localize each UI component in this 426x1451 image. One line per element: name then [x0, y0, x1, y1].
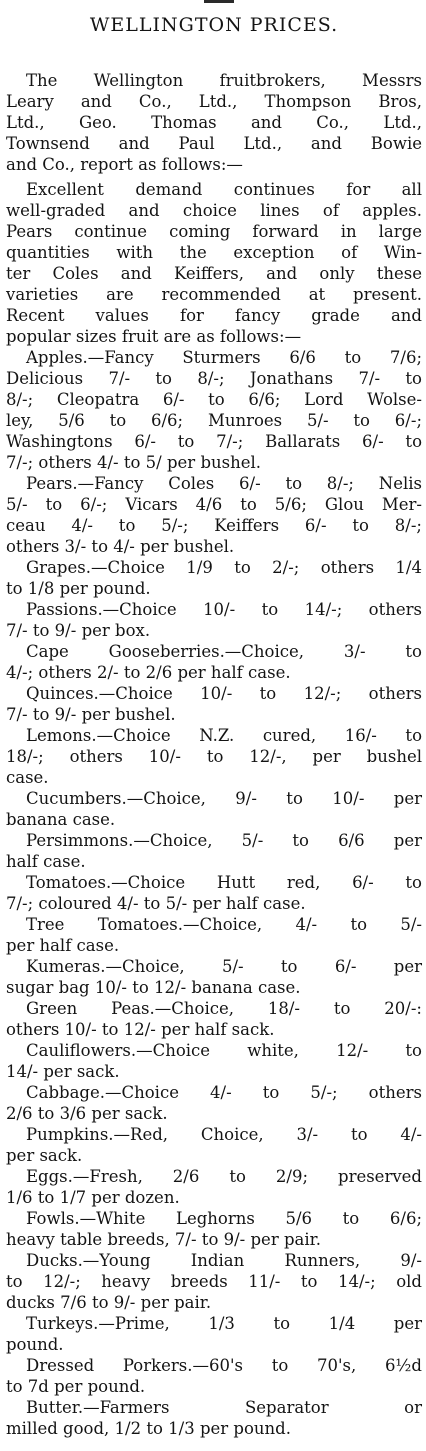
- paragraph: [6, 599, 422, 641]
- text-line: 14/- per sack.: [6, 1062, 120, 1081]
- article-body: [6, 70, 422, 1439]
- text-line: Grapes.—Choice 1/9 to 2/-; others 1/4: [26, 558, 422, 577]
- text-line: others 3/- to 4/- per bushel.: [6, 537, 235, 556]
- text-line: Quinces.—Choice 10/- to 12/-; others: [26, 684, 422, 703]
- paragraph: [6, 1082, 422, 1124]
- text-line: Pears.—Fancy Coles 6/- to 8/-; Nelis: [26, 474, 422, 493]
- text-line: 5/- to 6/-; Vicars 4/6 to 5/6; Glou Mer-: [6, 495, 422, 514]
- text-line: Pumpkins.—Red, Choice, 3/- to 4/-: [26, 1125, 422, 1144]
- text-line: Apples.—Fancy Sturmers 6/6 to 7/6;: [26, 348, 422, 367]
- text-line: Kumeras.—Choice, 5/- to 6/- per: [26, 957, 422, 976]
- paragraph: [6, 788, 422, 830]
- text-line: 7/- to 9/- per box.: [6, 621, 151, 640]
- text-line: Tomatoes.—Choice Hutt red, 6/- to: [26, 873, 422, 892]
- text-line: Cabbage.—Choice 4/- to 5/-; others: [26, 1083, 422, 1102]
- text-line: Fowls.—White Leghorns 5/6 to 6/6;: [26, 1209, 422, 1228]
- text-line: ley, 5/6 to 6/6; Munroes 5/- to 6/-;: [6, 411, 422, 430]
- text-line: ter Coles and Keiffers, and only these: [6, 264, 422, 283]
- text-line: The Wellington fruitbrokers, Messrs: [26, 71, 422, 90]
- text-line: Tree Tomatoes.—Choice, 4/- to 5/-: [26, 915, 422, 934]
- paragraph: [6, 179, 422, 347]
- text-line: Cauliflowers.—Choice white, 12/- to: [26, 1041, 422, 1060]
- paragraph: [6, 1166, 422, 1208]
- paragraph: [6, 641, 422, 683]
- text-line: 7/-; coloured 4/- to 5/- per half case.: [6, 894, 306, 913]
- news-column: [6, 0, 422, 1451]
- paragraph: [6, 1040, 422, 1082]
- text-line: Washingtons 6/- to 7/-; Ballarats 6/- to: [6, 432, 422, 451]
- text-line: Butter.—Farmers Separator or: [26, 1398, 422, 1417]
- paragraph: [6, 473, 422, 557]
- text-line: Leary and Co., Ltd., Thompson Bros,: [6, 92, 422, 111]
- text-line: pound.: [6, 1335, 64, 1354]
- text-line: Townsend and Paul Ltd., and Bowie: [6, 134, 422, 153]
- text-line: Turkeys.—Prime, 1/3 to 1/4 per: [26, 1314, 422, 1333]
- text-line: Persimmons.—Choice, 5/- to 6/6 per: [26, 831, 422, 850]
- text-line: varieties are recommended at present.: [6, 285, 422, 304]
- paragraph: [6, 1313, 422, 1355]
- top-rule: [204, 0, 234, 3]
- text-line: ceau 4/- to 5/-; Keiffers 6/- to 8/-;: [6, 516, 422, 535]
- text-line: Passions.—Choice 10/- to 14/-; others: [26, 600, 422, 619]
- text-line: Lemons.—Choice N.Z. cured, 16/- to: [26, 726, 422, 745]
- text-line: per sack.: [6, 1146, 83, 1165]
- text-line: Green Peas.—Choice, 18/- to 20/-:: [26, 999, 422, 1018]
- text-line: 2/6 to 3/6 per sack.: [6, 1104, 168, 1123]
- text-line: quantities with the exception of Win-: [6, 243, 422, 262]
- text-line: Delicious 7/- to 8/-; Jonathans 7/- to: [6, 369, 422, 388]
- text-line: half case.: [6, 852, 86, 871]
- text-line: popular sizes fruit are as follows:—: [6, 327, 302, 346]
- paragraph: [6, 872, 422, 914]
- text-line: Pears continue coming forward in large: [6, 222, 422, 241]
- text-line: well-graded and choice lines of apples.: [6, 201, 422, 220]
- paragraph: [6, 683, 422, 725]
- text-line: 1/6 to 1/7 per dozen.: [6, 1188, 180, 1207]
- paragraph: [6, 557, 422, 599]
- text-line: Recent values for fancy grade and: [6, 306, 422, 325]
- paragraph: [6, 347, 422, 473]
- text-line: Excellent demand continues for all: [26, 180, 422, 199]
- text-line: and Co., report as follows:—: [6, 155, 243, 174]
- text-line: Eggs.—Fresh, 2/6 to 2/9; preserved: [26, 1167, 422, 1186]
- text-line: 4/-; others 2/- to 2/6 per half case.: [6, 663, 291, 682]
- paragraph: [6, 914, 422, 956]
- text-line: to 1/8 per pound.: [6, 579, 151, 598]
- text-line: Cape Gooseberries.—Choice, 3/- to: [26, 642, 422, 661]
- text-line: to 12/-; heavy breeds 11/- to 14/-; old: [6, 1272, 422, 1291]
- text-line: Cucumbers.—Choice, 9/- to 10/- per: [26, 789, 422, 808]
- text-line: per half case.: [6, 936, 120, 955]
- paragraph: [6, 1208, 422, 1250]
- text-line: milled good, 1/2 to 1/3 per pound.: [6, 1419, 291, 1438]
- text-line: 7/-; others 4/- to 5/ per bushel.: [6, 453, 262, 472]
- text-line: 8/-; Cleopatra 6/- to 6/6; Lord Wolse-: [6, 390, 422, 409]
- text-line: 7/- to 9/- per bushel.: [6, 705, 176, 724]
- paragraph: [6, 725, 422, 788]
- text-line: Dressed Porkers.—60's to 70's, 6½d: [26, 1356, 422, 1375]
- text-line: 18/-; others 10/- to 12/-, per bushel: [6, 747, 422, 766]
- paragraph: [6, 1355, 422, 1397]
- paragraph: [6, 998, 422, 1040]
- paragraph: [6, 1250, 422, 1313]
- text-line: banana case.: [6, 810, 116, 829]
- text-line: to 7d per pound.: [6, 1377, 146, 1396]
- paragraph: [6, 1124, 422, 1166]
- paragraph: [6, 1397, 422, 1439]
- text-line: Ducks.—Young Indian Runners, 9/-: [26, 1251, 422, 1270]
- headline: WELLINGTON PRICES.: [89, 14, 339, 36]
- paragraph: [6, 956, 422, 998]
- text-line: others 10/- to 12/- per half sack.: [6, 1020, 275, 1039]
- text-line: Ltd., Geo. Thomas and Co., Ltd.,: [6, 113, 422, 132]
- paragraph: [6, 70, 422, 175]
- text-line: ducks 7/6 to 9/- per pair.: [6, 1293, 212, 1312]
- text-line: case.: [6, 768, 49, 787]
- text-line: sugar bag 10/- to 12/- banana case.: [6, 978, 301, 997]
- paragraph: [6, 830, 422, 872]
- text-line: heavy table breeds, 7/- to 9/- per pair.: [6, 1230, 321, 1249]
